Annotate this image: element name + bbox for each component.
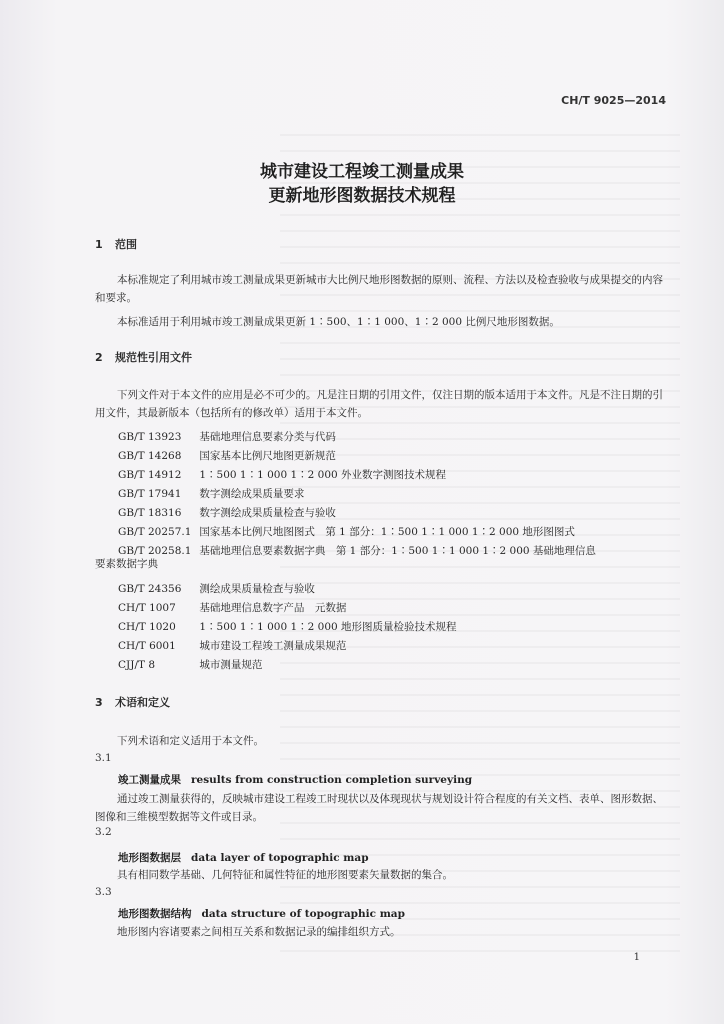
section-2-paragraph: 下列文件对于本文件的应用是必不可少的。凡是注日期的引用文件，仅注日期的版本适用于本文件。凡是不注日期的引用文件，其最新版本（包括所有的修改单）适用于本文件。: [95, 389, 663, 419]
section-3-heading: [95, 694, 170, 710]
term-number: 3.1: [95, 752, 112, 764]
section-title: 术语和定义: [115, 696, 170, 709]
reference-item: CH/T 1007 基础地理信息数字产品 元数据: [118, 602, 347, 614]
section-title: 范围: [115, 238, 137, 251]
reference-item: CH/T 6001 城市建设工程竣工测量成果规范: [118, 640, 347, 652]
reference-item: GB/T 20258.1 基础地理信息要素数据字典 第 1 部分：1∶500 1∶1 000 1∶2 000 基础地理信息: [118, 545, 596, 557]
page-number: 1: [633, 952, 640, 963]
term-definition: 通过竣工测量获得的，反映城市建设工程竣工时现状以及体现现状与规划设计符合程度的有关文档、表单、图形数据、图像和三维模型数据等文件或目录。: [95, 793, 663, 823]
reference-item: GB/T 17941 数字测绘成果质量要求: [118, 488, 305, 500]
section-1-paragraph-1: 本标准规定了利用城市竣工测量成果更新城市大比例尺地形图数据的原则、流程、方法以及检查验收与成果提交的内容和要求。: [95, 274, 663, 304]
section-number: 1: [95, 238, 103, 251]
term-heading: 地形图数据层 data layer of topographic map: [118, 852, 369, 864]
reference-item: GB/T 14268 国家基本比例尺地图更新规范: [118, 450, 336, 462]
reference-item: CH/T 1020 1∶500 1∶1 000 1∶2 000 地形图质量检验技术规程: [118, 621, 457, 633]
show-through-texture: [280, 120, 680, 960]
document-title-line2: 更新地形图数据技术规程: [268, 186, 456, 206]
section-1-paragraph-2: 本标准适用于利用城市竣工测量成果更新 1∶500、1∶1 000、1∶2 000 比例尺地形图数据。: [117, 316, 560, 328]
section-title: 规范性引用文件: [115, 351, 192, 364]
reference-item: CJJ/T 8 城市测量规范: [118, 659, 263, 671]
section-number: 3: [95, 696, 103, 709]
standard-code: CH/T 9025—2014: [561, 94, 666, 107]
reference-item: GB/T 18316 数字测绘成果质量检查与验收: [118, 507, 336, 519]
section-2-heading: [95, 349, 192, 365]
reference-item: GB/T 24356 测绘成果质量检查与验收: [118, 583, 315, 595]
term-definition: 具有相同数学基础、几何特征和属性特征的地形图要素矢量数据的集合。: [117, 869, 453, 881]
term-number: 3.2: [95, 826, 112, 838]
reference-item: GB/T 20257.1 国家基本比例尺地图图式 第 1 部分：1∶500 1∶1 000 1∶2 000 地形图图式: [118, 526, 575, 538]
reference-item: GB/T 14912 1∶500 1∶1 000 1∶2 000 外业数字测图技术规程: [118, 469, 447, 481]
reference-item-continuation: 要素数据字典: [95, 558, 158, 570]
reference-item: GB/T 13923 基础地理信息要素分类与代码: [118, 431, 336, 443]
term-definition: 地形图内容诸要素之间相互关系和数据记录的编排组织方式。: [117, 926, 401, 938]
section-1-heading: [95, 236, 137, 252]
section-number: 2: [95, 351, 103, 364]
term-heading: 竣工测量成果 results from construction completion surveying: [118, 774, 473, 786]
section-3-intro: 下列术语和定义适用于本文件。: [117, 735, 264, 747]
document-title-line1: 城市建设工程竣工测量成果: [260, 162, 464, 182]
term-number: 3.3: [95, 886, 112, 898]
term-heading: 地形图数据结构 data structure of topographic map: [118, 908, 405, 920]
